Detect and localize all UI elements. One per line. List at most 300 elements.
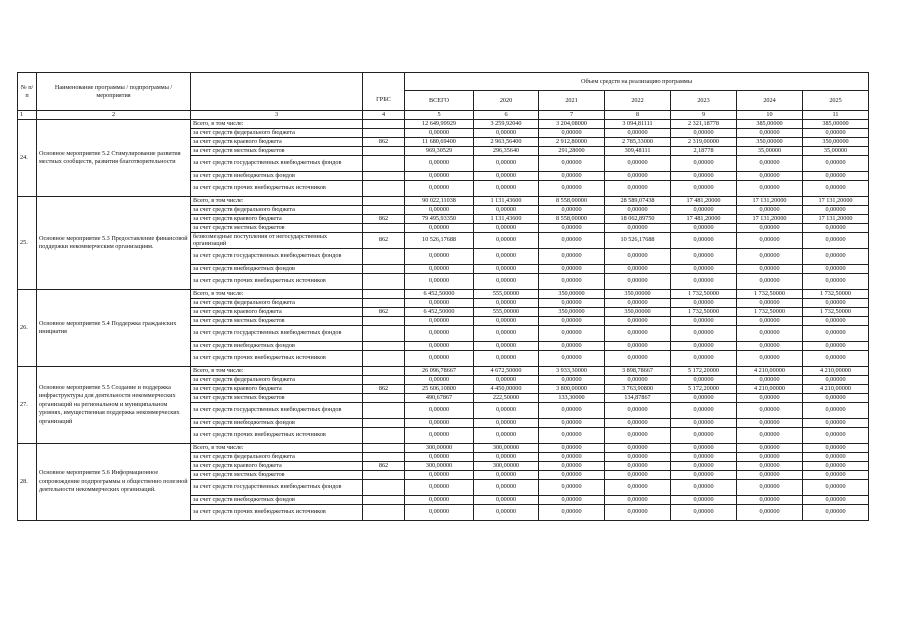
amount-year: 0,00000: [605, 326, 671, 342]
amount-year: 0,00000: [671, 394, 737, 403]
amount-year: 0,00000: [539, 233, 605, 249]
grbs-code: [363, 342, 405, 351]
amount-total: 0,00000: [405, 156, 474, 172]
funding-source: за счет средств местных бюджетов: [191, 394, 363, 403]
amount-year: 555,00000: [474, 308, 539, 317]
table-row: [18, 197, 869, 206]
amount-year: 0,00000: [605, 274, 671, 290]
amount-year: 133,30000: [539, 394, 605, 403]
amount-year: 0,00000: [474, 471, 539, 480]
amount-year: 0,00000: [737, 129, 803, 138]
amount-total: 0,00000: [405, 453, 474, 462]
grbs-code: [363, 120, 405, 129]
amount-year: 309,48111: [605, 147, 671, 156]
amount-year: 5 172,20000: [671, 367, 737, 376]
amount-year: 0,00000: [671, 376, 737, 385]
amount-year: 18 062,89750: [605, 215, 671, 224]
amount-year: 0,00000: [671, 444, 737, 453]
funding-source: за счет средств местных бюджетов: [191, 317, 363, 326]
amount-year: 17 481,20000: [671, 197, 737, 206]
column-index: 4: [363, 111, 405, 120]
amount-year: 0,00000: [539, 376, 605, 385]
column-index: 3: [191, 111, 363, 120]
amount-year: 0,00000: [803, 342, 869, 351]
grbs-code: [363, 376, 405, 385]
funding-source: за счет средств государственных внебюджетных фондов: [191, 249, 363, 265]
amount-year: 0,00000: [737, 326, 803, 342]
amount-year: 385,00000: [803, 120, 869, 129]
funding-source: за счет средств государственных внебюджетных фондов: [191, 403, 363, 419]
funding-source: Всего, в том числе:: [191, 120, 363, 129]
amount-year: 0,00000: [737, 249, 803, 265]
amount-year: 0,00000: [539, 224, 605, 233]
header-year: 2025: [803, 91, 869, 111]
funding-source: за счет средств федерального бюджета: [191, 453, 363, 462]
amount-total: 0,00000: [405, 403, 474, 419]
header-year: 2024: [737, 91, 803, 111]
amount-year: 0,00000: [539, 326, 605, 342]
header-funding-group: Объем средств на реализацию программы: [405, 73, 869, 91]
amount-total: 6 452,50000: [405, 290, 474, 299]
amount-year: 0,00000: [539, 181, 605, 197]
amount-year: 0,00000: [803, 462, 869, 471]
amount-year: 0,00000: [539, 172, 605, 181]
amount-year: 0,00000: [671, 299, 737, 308]
amount-year: 0,00000: [671, 233, 737, 249]
budget-sheet: [17, 72, 869, 521]
amount-year: 0,00000: [474, 172, 539, 181]
column-index: 6: [474, 111, 539, 120]
amount-year: 4 672,50000: [474, 367, 539, 376]
amount-total: 0,00000: [405, 505, 474, 521]
amount-year: 296,35640: [474, 147, 539, 156]
amount-year: 3 763,90800: [605, 385, 671, 394]
amount-year: 0,00000: [803, 419, 869, 428]
amount-year: 0,00000: [737, 403, 803, 419]
amount-year: 0,00000: [737, 317, 803, 326]
amount-year: 0,00000: [803, 480, 869, 496]
amount-year: 0,00000: [539, 480, 605, 496]
grbs-code: [363, 480, 405, 496]
amount-total: 490,67867: [405, 394, 474, 403]
grbs-code: 862: [363, 138, 405, 147]
amount-year: 0,00000: [737, 224, 803, 233]
amount-year: 0,00000: [737, 172, 803, 181]
amount-year: 1 732,50000: [803, 308, 869, 317]
funding-source: за счет средств прочих внебюджетных источников: [191, 351, 363, 367]
amount-total: 0,00000: [405, 274, 474, 290]
amount-year: 8 558,00000: [539, 215, 605, 224]
funding-source: за счет средств прочих внебюджетных источников: [191, 274, 363, 290]
amount-total: 0,00000: [405, 265, 474, 274]
amount-total: 26 096,78667: [405, 367, 474, 376]
amount-year: 0,00000: [474, 453, 539, 462]
amount-year: 0,00000: [803, 453, 869, 462]
amount-year: 8 558,00000: [539, 197, 605, 206]
amount-year: 0,00000: [737, 299, 803, 308]
funding-source: Всего, в том числе:: [191, 444, 363, 453]
header-year: 2022: [605, 91, 671, 111]
amount-year: 0,00000: [671, 274, 737, 290]
grbs-code: [363, 351, 405, 367]
amount-year: 0,00000: [539, 428, 605, 444]
funding-source: безвозмездные поступления от негосударственных организаций: [191, 233, 363, 249]
grbs-code: [363, 274, 405, 290]
header-number: № п/п: [18, 73, 37, 111]
activity-name: Основное мероприятие 5.3 Предоставление финансовой поддержки некоммерческим организациям.: [37, 197, 191, 290]
amount-total: 0,00000: [405, 224, 474, 233]
amount-total: 0,00000: [405, 471, 474, 480]
grbs-code: [363, 317, 405, 326]
funding-source: за счет средств прочих внебюджетных источников: [191, 181, 363, 197]
amount-year: 10 526,17688: [605, 233, 671, 249]
amount-year: 0,00000: [539, 206, 605, 215]
amount-year: 222,50000: [474, 394, 539, 403]
amount-year: 17 481,20000: [671, 215, 737, 224]
grbs-code: [363, 419, 405, 428]
amount-year: 0,00000: [539, 444, 605, 453]
amount-year: 0,00000: [737, 265, 803, 274]
amount-total: 969,30529: [405, 147, 474, 156]
amount-year: 3 933,30000: [539, 367, 605, 376]
header-source: [191, 73, 363, 111]
amount-total: 11 680,69400: [405, 138, 474, 147]
amount-total: 0,00000: [405, 419, 474, 428]
amount-year: 0,00000: [803, 129, 869, 138]
amount-year: 0,00000: [803, 206, 869, 215]
amount-year: 3 259,92040: [474, 120, 539, 129]
funding-source: за счет средств местных бюджетов: [191, 224, 363, 233]
amount-year: 0,00000: [474, 224, 539, 233]
column-index: 8: [605, 111, 671, 120]
amount-year: 0,00000: [671, 156, 737, 172]
amount-year: 0,00000: [737, 419, 803, 428]
row-number: 25.: [18, 197, 37, 290]
amount-year: 4 450,00000: [474, 385, 539, 394]
amount-year: 0,00000: [671, 317, 737, 326]
grbs-code: [363, 129, 405, 138]
amount-year: 4 210,00000: [803, 367, 869, 376]
amount-year: 0,00000: [671, 505, 737, 521]
amount-year: 0,00000: [737, 505, 803, 521]
amount-year: 0,00000: [474, 181, 539, 197]
amount-year: 0,00000: [671, 342, 737, 351]
amount-year: 0,00000: [474, 299, 539, 308]
amount-year: 0,00000: [737, 233, 803, 249]
amount-year: 1 732,50000: [671, 290, 737, 299]
amount-year: 350,00000: [539, 290, 605, 299]
amount-year: 0,00000: [803, 249, 869, 265]
funding-source: за счет средств внебюджетных фондов: [191, 419, 363, 428]
grbs-code: [363, 249, 405, 265]
amount-year: 0,00000: [737, 428, 803, 444]
header-grbs: ГРБС: [363, 91, 405, 111]
amount-total: 300,00000: [405, 462, 474, 471]
column-index: 2: [37, 111, 191, 120]
amount-year: 0,00000: [474, 428, 539, 444]
amount-year: 0,00000: [605, 129, 671, 138]
amount-year: 0,00000: [605, 317, 671, 326]
amount-year: 0,00000: [803, 376, 869, 385]
amount-year: 0,00000: [671, 326, 737, 342]
amount-year: 17 131,20000: [803, 215, 869, 224]
amount-year: 0,00000: [671, 471, 737, 480]
amount-year: 17 131,20000: [803, 197, 869, 206]
amount-year: 17 131,20000: [737, 215, 803, 224]
amount-year: 0,00000: [671, 480, 737, 496]
amount-year: 0,00000: [803, 274, 869, 290]
funding-source: за счет средств государственных внебюджетных фондов: [191, 480, 363, 496]
amount-year: 0,00000: [539, 274, 605, 290]
header-year: 2021: [539, 91, 605, 111]
amount-year: 0,00000: [803, 181, 869, 197]
amount-year: 0,00000: [671, 496, 737, 505]
funding-source: за счет средств внебюджетных фондов: [191, 172, 363, 181]
amount-year: 0,00000: [803, 265, 869, 274]
table-body: [18, 120, 869, 521]
amount-year: 1 732,50000: [737, 308, 803, 317]
header-total: ВСЕГО: [405, 91, 474, 111]
amount-year: 0,00000: [803, 471, 869, 480]
amount-year: 0,00000: [671, 129, 737, 138]
amount-total: 12 649,99929: [405, 120, 474, 129]
grbs-code: [363, 444, 405, 453]
funding-source: за счет средств внебюджетных фондов: [191, 342, 363, 351]
amount-year: 2 319,00000: [671, 138, 737, 147]
row-number: 28.: [18, 444, 37, 521]
grbs-code: 862: [363, 233, 405, 249]
amount-year: 0,00000: [803, 156, 869, 172]
amount-total: 0,00000: [405, 326, 474, 342]
funding-source: за счет средств федерального бюджета: [191, 206, 363, 215]
activity-name: Основное мероприятие 5.2 Стимулирование развития местных сообществ, развития благотворительности: [37, 120, 191, 197]
amount-year: 0,00000: [539, 462, 605, 471]
amount-year: 0,00000: [605, 428, 671, 444]
amount-year: 0,00000: [474, 156, 539, 172]
column-index: 9: [671, 111, 737, 120]
grbs-code: 862: [363, 215, 405, 224]
funding-source: за счет средств прочих внебюджетных источников: [191, 505, 363, 521]
amount-year: 17 131,20000: [737, 197, 803, 206]
amount-year: 0,00000: [539, 496, 605, 505]
amount-year: 0,00000: [474, 403, 539, 419]
amount-total: 6 452,50000: [405, 308, 474, 317]
amount-year: 0,00000: [605, 351, 671, 367]
amount-year: 35,00000: [803, 147, 869, 156]
grbs-code: [363, 367, 405, 376]
funding-source: за счет средств внебюджетных фондов: [191, 265, 363, 274]
amount-year: 3 094,81111: [605, 120, 671, 129]
amount-year: 350,00000: [605, 290, 671, 299]
amount-year: 0,00000: [474, 496, 539, 505]
amount-year: 291,28000: [539, 147, 605, 156]
amount-year: 4 210,00000: [737, 367, 803, 376]
amount-year: 0,00000: [474, 342, 539, 351]
amount-year: 0,00000: [474, 351, 539, 367]
amount-total: 0,00000: [405, 428, 474, 444]
amount-year: 0,00000: [803, 428, 869, 444]
amount-year: 0,00000: [474, 326, 539, 342]
amount-year: 0,00000: [605, 505, 671, 521]
amount-year: 4 210,00000: [737, 385, 803, 394]
amount-year: 0,00000: [605, 480, 671, 496]
amount-year: 350,00000: [605, 308, 671, 317]
amount-year: 300,00000: [474, 444, 539, 453]
grbs-code: [363, 428, 405, 444]
amount-year: 0,00000: [803, 351, 869, 367]
amount-total: 0,00000: [405, 181, 474, 197]
column-index: 11: [803, 111, 869, 120]
amount-total: 25 606,10800: [405, 385, 474, 394]
amount-year: 4 210,00000: [803, 385, 869, 394]
amount-total: 0,00000: [405, 342, 474, 351]
amount-year: 0,00000: [605, 471, 671, 480]
grbs-code: [363, 206, 405, 215]
amount-year: 0,00000: [803, 326, 869, 342]
amount-year: 0,00000: [605, 462, 671, 471]
amount-year: 0,00000: [737, 206, 803, 215]
amount-year: 0,00000: [539, 505, 605, 521]
amount-year: 0,00000: [737, 471, 803, 480]
amount-year: 385,00000: [737, 120, 803, 129]
amount-year: 0,00000: [737, 394, 803, 403]
amount-year: 0,00000: [539, 265, 605, 274]
amount-total: 10 526,17688: [405, 233, 474, 249]
amount-year: 2 963,56400: [474, 138, 539, 147]
amount-year: 0,00000: [474, 505, 539, 521]
amount-year: 2 912,80000: [539, 138, 605, 147]
amount-total: 0,00000: [405, 480, 474, 496]
funding-source: за счет средств внебюджетных фондов: [191, 496, 363, 505]
header-name: Наименование программы / подпрограммы / мероприятия: [37, 73, 191, 111]
amount-total: 0,00000: [405, 351, 474, 367]
grbs-code: [363, 453, 405, 462]
amount-year: 0,00000: [605, 444, 671, 453]
amount-year: 0,00000: [474, 206, 539, 215]
amount-year: 0,00000: [605, 206, 671, 215]
amount-year: 0,00000: [803, 224, 869, 233]
grbs-code: [363, 290, 405, 299]
amount-year: 0,00000: [474, 376, 539, 385]
amount-year: 0,00000: [539, 419, 605, 428]
activity-name: Основное мероприятие 5.5 Создание и поддержка инфраструктуры для деятельности некоммерческих организаций на региональном и муниципальном уровнях, имущественная поддержка некоммерческих организаций: [37, 367, 191, 444]
grbs-code: [363, 471, 405, 480]
amount-year: 0,00000: [737, 181, 803, 197]
funding-source: за счет средств местных бюджетов: [191, 471, 363, 480]
amount-year: 0,00000: [737, 453, 803, 462]
amount-year: 0,00000: [737, 462, 803, 471]
amount-year: 0,00000: [474, 317, 539, 326]
amount-year: 2 321,18778: [671, 120, 737, 129]
amount-year: 0,00000: [803, 403, 869, 419]
amount-year: 0,00000: [737, 444, 803, 453]
amount-total: 0,00000: [405, 206, 474, 215]
amount-year: 0,00000: [737, 376, 803, 385]
amount-year: 0,00000: [671, 462, 737, 471]
grbs-code: [363, 326, 405, 342]
grbs-code: [363, 172, 405, 181]
funding-source: за счет средств краевого бюджета: [191, 215, 363, 224]
grbs-code: [363, 181, 405, 197]
amount-year: 0,00000: [803, 233, 869, 249]
amount-year: 0,00000: [671, 351, 737, 367]
amount-year: 0,00000: [803, 496, 869, 505]
amount-year: 0,00000: [605, 265, 671, 274]
amount-year: 1 732,50000: [671, 308, 737, 317]
header-grbs-spacer: [363, 73, 405, 91]
amount-year: 0,00000: [671, 453, 737, 462]
amount-year: 1 732,50000: [737, 290, 803, 299]
column-index: 10: [737, 111, 803, 120]
grbs-code: [363, 505, 405, 521]
amount-year: 1 131,43600: [474, 197, 539, 206]
amount-year: 0,00000: [539, 351, 605, 367]
grbs-code: [363, 156, 405, 172]
amount-year: 0,00000: [474, 265, 539, 274]
amount-year: 0,00000: [737, 480, 803, 496]
grbs-code: [363, 224, 405, 233]
amount-year: 0,00000: [605, 403, 671, 419]
amount-year: 300,00000: [474, 462, 539, 471]
amount-total: 300,00000: [405, 444, 474, 453]
funding-source: за счет средств краевого бюджета: [191, 462, 363, 471]
amount-total: 0,00000: [405, 496, 474, 505]
amount-year: 0,00000: [605, 342, 671, 351]
amount-year: 2 785,33000: [605, 138, 671, 147]
amount-year: 0,00000: [605, 249, 671, 265]
amount-year: 0,00000: [474, 129, 539, 138]
grbs-code: [363, 265, 405, 274]
amount-year: 0,00000: [803, 172, 869, 181]
table-row: [18, 367, 869, 376]
grbs-code: [363, 197, 405, 206]
amount-year: 0,00000: [671, 419, 737, 428]
amount-year: 0,00000: [539, 317, 605, 326]
amount-year: 0,00000: [671, 206, 737, 215]
header-year: 2023: [671, 91, 737, 111]
grbs-code: 862: [363, 308, 405, 317]
amount-year: 0,00000: [737, 496, 803, 505]
amount-year: 3 204,08000: [539, 120, 605, 129]
amount-total: 0,00000: [405, 249, 474, 265]
amount-year: 0,00000: [671, 181, 737, 197]
amount-year: 0,00000: [803, 299, 869, 308]
grbs-code: [363, 403, 405, 419]
amount-year: 0,00000: [605, 299, 671, 308]
grbs-code: [363, 147, 405, 156]
funding-source: за счет средств краевого бюджета: [191, 385, 363, 394]
amount-total: 79 495,93350: [405, 215, 474, 224]
amount-year: 0,00000: [803, 394, 869, 403]
funding-source: за счет средств прочих внебюджетных источников: [191, 428, 363, 444]
table-header: [18, 73, 869, 120]
funding-source: за счет средств федерального бюджета: [191, 129, 363, 138]
amount-year: 1 732,50000: [803, 290, 869, 299]
amount-total: 0,00000: [405, 129, 474, 138]
amount-year: 2,18778: [671, 147, 737, 156]
amount-year: 35,00000: [737, 147, 803, 156]
amount-year: 350,00000: [737, 138, 803, 147]
amount-year: 0,00000: [474, 274, 539, 290]
amount-year: 0,00000: [474, 480, 539, 496]
amount-year: 0,00000: [671, 224, 737, 233]
amount-year: 350,00000: [803, 138, 869, 147]
amount-year: 0,00000: [539, 299, 605, 308]
amount-total: 0,00000: [405, 317, 474, 326]
amount-year: 0,00000: [737, 274, 803, 290]
table-row: [18, 290, 869, 299]
column-index: 1: [18, 111, 37, 120]
